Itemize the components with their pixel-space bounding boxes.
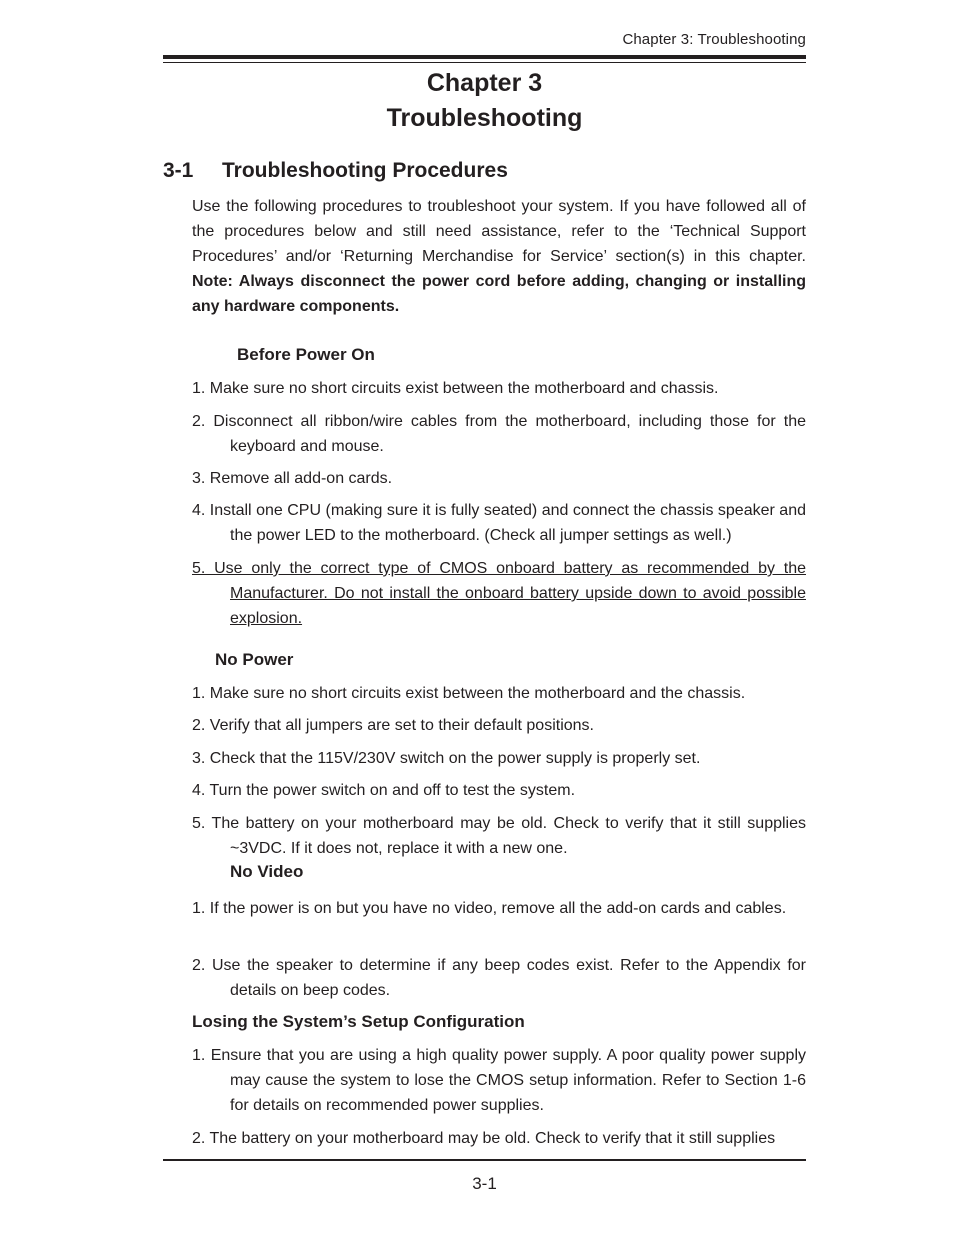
list-item: 4. Install one CPU (making sure it is fully seated) and connect the chassis speaker and the power LED to the motherboard. (Check all jumper settings as well.) (192, 502, 806, 544)
list-item: 4. Turn the power switch on and off to test the system. (192, 782, 576, 799)
list-item: 2. Verify that all jumpers are set to their default positions. (192, 717, 594, 734)
list-item: 5. The battery on your motherboard may be old. Check to verify that it still supplies ~3VDC. If it does not, replace it with a new one. (192, 815, 806, 857)
page-number: 3-1 (472, 1174, 497, 1193)
list-item: 2. Use the speaker to determine if any beep codes exist. Refer to the Appendix for details on beep codes. (192, 957, 806, 999)
section-heading (163, 159, 508, 183)
chapter-name: Troubleshooting (386, 104, 583, 132)
intro-paragraph (192, 194, 806, 319)
before-power-on-heading: Before Power On (237, 345, 375, 364)
losing-setup-heading: Losing the System’s Setup Configuration (192, 1012, 525, 1031)
list-item: 5. Use only the correct type of CMOS onboard battery as recommended by the Manufacturer. Do not install the onboard battery upside down to avoid possible explosion. (192, 560, 806, 627)
list-item: 3. Remove all add-on cards. (192, 470, 393, 487)
header-rule-thin (163, 62, 806, 63)
section-title: Troubleshooting Procedures (222, 159, 508, 182)
chapter-title (163, 66, 806, 136)
list-item: 1. Ensure that you are using a high quality power supply. A poor quality power supply may cause the system to lose the CMOS setup information. Refer to Section 1-6 for details on recommended power supplies. (192, 1047, 806, 1114)
list-item: 1. If the power is on but you have no video, remove all the add-on cards and cables. (192, 900, 787, 917)
intro-note: Note: Always disconnect the power cord before adding, changing or installing any hardware components. (192, 273, 806, 315)
section-number: 3-1 (163, 159, 194, 182)
footer-rule (163, 1159, 806, 1161)
list-item: 3. Check that the 115V/230V switch on the power supply is properly set. (192, 750, 701, 767)
header-rule-thick (163, 55, 806, 59)
chapter-label: Chapter 3 (426, 69, 543, 97)
running-header: Chapter 3: Troubleshooting (622, 31, 806, 48)
list-item: 1. Make sure no short circuits exist between the motherboard and the chassis. (192, 685, 746, 702)
list-item: 2. The battery on your motherboard may be old. Check to verify that it still supplies (192, 1130, 776, 1147)
list-item: 2. Disconnect all ribbon/wire cables from the motherboard, including those for the keyboard and mouse. (192, 413, 806, 455)
no-power-heading: No Power (215, 650, 294, 669)
no-video-heading: No Video (230, 862, 304, 881)
intro-text: Use the following procedures to troubleshoot your system. If you have followed all of the procedures below and still need assistance, refer to the ‘Technical Support Procedures’ and/or ‘Returning Merchandise for Service’ section(s) in this chapter. (192, 198, 806, 265)
list-item: 1. Make sure no short circuits exist between the motherboard and chassis. (192, 380, 719, 397)
